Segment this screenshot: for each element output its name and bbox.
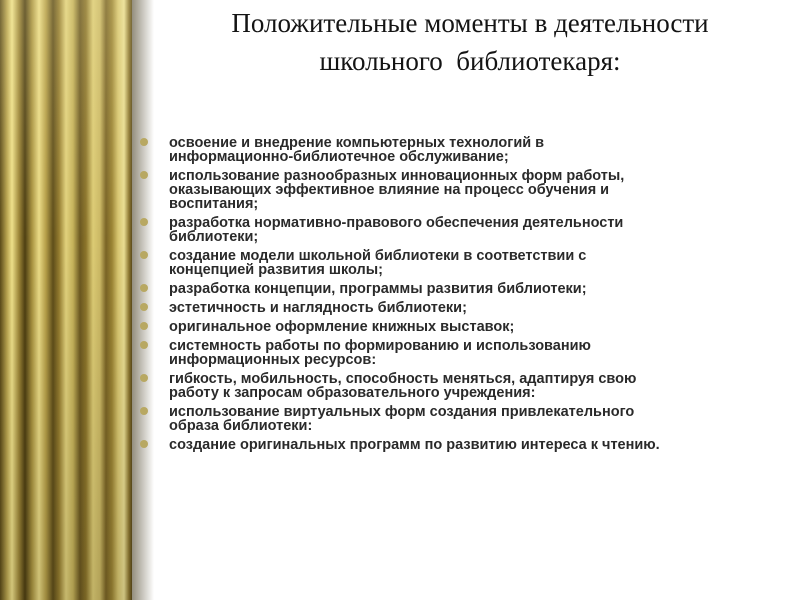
bullet-item <box>140 438 790 452</box>
bullet-item <box>140 372 790 400</box>
bullet-item-text: системность работы по формированию и использованию информационных ресурсов: <box>169 338 591 368</box>
bullet-item <box>140 339 790 367</box>
bullet-item <box>140 136 790 164</box>
slide-title <box>160 4 780 80</box>
bullet-dot-icon <box>140 341 148 349</box>
bullet-item <box>140 301 790 315</box>
slide-title-line-1: Положительные моменты в деятельности <box>231 8 709 38</box>
bullet-item-text: разработка концепции, программы развития библиотеки; <box>169 281 587 297</box>
bullet-dot-icon <box>140 284 148 292</box>
bullet-item-text: использование виртуальных форм создания привлекательного образа библиотеки: <box>169 404 635 434</box>
slide-title-line-2: школьного библиотекаря: <box>319 46 621 76</box>
bullet-item-text: гибкость, мобильность, способность меняться, адаптируя свою работу к запросам образовательного учреждения: <box>169 371 637 401</box>
bullet-item-text: разработка нормативно-правового обеспечения деятельности библиотеки; <box>169 215 624 245</box>
bullet-item-text: создание оригинальных программ по развитию интереса к чтению. <box>169 437 660 453</box>
bullet-item-text: использование разнообразных инновационных форм работы, оказывающих эффективное влияние на процесс обучения и воспитания; <box>169 168 625 212</box>
bullet-item <box>140 169 790 211</box>
curtain-shading <box>0 0 132 600</box>
bullet-item-text: освоение и внедрение компьютерных технологий в информационно-библиотечное обслуживание; <box>169 135 545 165</box>
bullet-dot-icon <box>140 138 148 146</box>
bullet-dot-icon <box>140 440 148 448</box>
bullet-dot-icon <box>140 322 148 330</box>
bullet-dot-icon <box>140 171 148 179</box>
bullet-dot-icon <box>140 374 148 382</box>
bullet-item <box>140 216 790 244</box>
bullet-item-text: оригинальное оформление книжных выставок; <box>169 319 515 335</box>
bullet-item-text: создание модели школьной библиотеки в соответствии с концепцией развития школы; <box>169 248 587 278</box>
bullet-dot-icon <box>140 303 148 311</box>
bullet-dot-icon <box>140 218 148 226</box>
bullet-item <box>140 282 790 296</box>
bullet-list <box>140 136 790 457</box>
bullet-item-text: эстетичность и наглядность библиотеки; <box>169 300 467 316</box>
bullet-dot-icon <box>140 251 148 259</box>
bullet-item <box>140 405 790 433</box>
bullet-item <box>140 320 790 334</box>
bullet-item <box>140 249 790 277</box>
bullet-dot-icon <box>140 407 148 415</box>
